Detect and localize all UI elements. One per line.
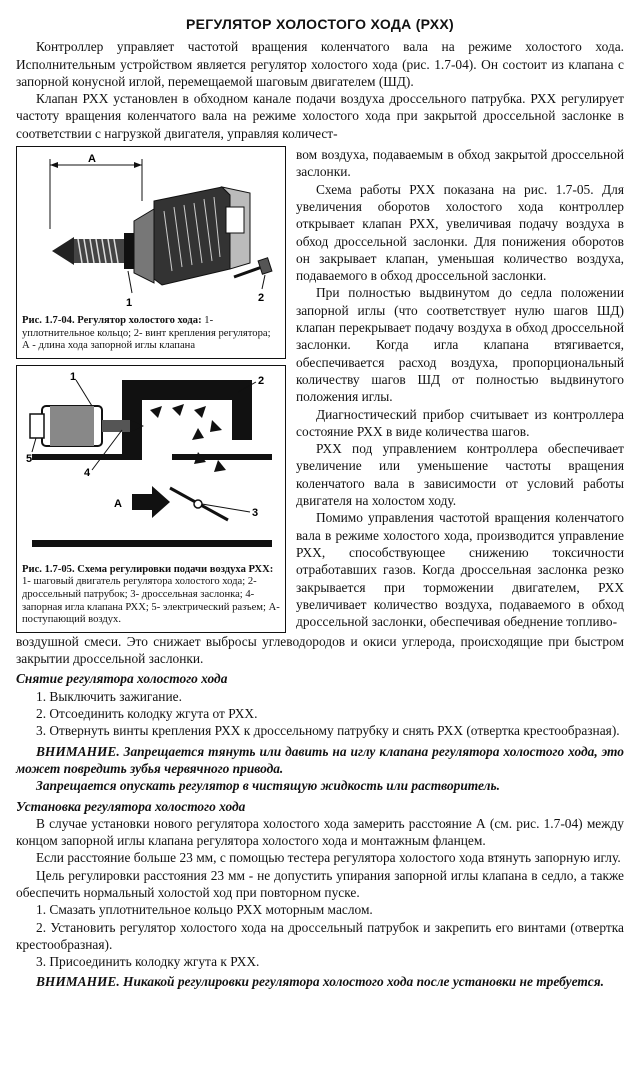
callout-4: 4 (84, 466, 91, 479)
idle-regulator-drawing (22, 151, 280, 311)
body-paragraph: воздушной смеси. Это снижает выбросы углеводородов и окиси углерода, происходящие при быстром закрытии дроссельной заслонки. (16, 633, 624, 667)
intro-paragraph: Контроллер управляет частотой вращения коленчатого вала на режиме холостого хода. Исполнительным устройством является регулятор холостого хода (рис. 1.7-04). Он состоит из клапана с запорной конусной иглой, перемещаемой шаговым двигателем (ШД). (16, 39, 624, 89)
body-paragraph: При полностью выдвинутом до седла положении запорной иглы (что соответствует нулю шагов ШД) клапан перекрывает подачу воздуха в обход дроссельной заслонки. Когда игла клапана втягивается, обеспечивается расход воздуха, пропорциональный количеству шагов ШД от полностью выдвинутого положения иглы. (296, 285, 624, 405)
air-label-a: А (114, 497, 122, 510)
dimension-label-a: А (88, 153, 96, 166)
figure-caption-title: Рис. 1.7-04. Регулятор холостого хода: (22, 315, 202, 327)
two-column-section (16, 146, 624, 633)
body-paragraph: РХХ под управлением контроллера обеспечивает увеличение или уменьшение частоты вращения коленчатого вала в зависимости от условий работы двигателя на холостом ходу. (296, 441, 624, 509)
figure-idle-regulator (16, 146, 286, 359)
intro-paragraph: Клапан РХХ установлен в обходном канале подачи воздуха дроссельного патрубка. РХХ регулирует частоту вращения коленчатого вала на режиме холостого хода при закрытой дроссельной заслонке в соответствии с нагрузкой двигателя, управляя количест- (16, 91, 624, 141)
list-item: 2. Отсоединить колодку жгута от РХХ. (36, 706, 258, 722)
warning-text: ВНИМАНИЕ. Никакой регулировки регулятора холостого хода после установки не требуется. (36, 974, 604, 990)
body-paragraph: Цель регулировки расстояния 23 мм - не допустить упирания запорной иглы клапана в седло, а также обеспечить нормальный холостой ход при повторном пуске. (16, 867, 624, 900)
warning-text: Запрещается опускать регулятор в чистящую жидкость или растворитель. (36, 778, 500, 794)
page-title: РЕГУЛЯТОР ХОЛОСТОГО ХОДА (РХХ) (185, 16, 455, 32)
figure-caption-text: 1- уплотнительное кольцо; 2- винт крепления регулятора; А - длина хода запорной иглы клапана (22, 315, 271, 352)
body-paragraph: Помимо управления частотой вращения коленчатого вала в режиме холостого хода, производится управление РХХ, способствующее снижению токсичности отработавших газов. Когда дроссельная заслонка резко закрывается при торможении двигателем, РХХ увеличивает количество воздуха, подаваемого в обход дроссельной заслонки, обеспечивая обеднение топливо- (296, 510, 624, 630)
warning-text: ВНИМАНИЕ. Запрещается тянуть или давить на иглу клапана регулятора холостого хода, это может повредить зубья червячного привода. (16, 743, 624, 776)
callout-2: 2 (258, 374, 265, 387)
body-paragraph: Диагностический прибор считывает из контроллера состояние РХХ в виде количества шагов. (296, 406, 624, 439)
callout-5: 5 (26, 452, 33, 465)
callout-2: 2 (258, 292, 265, 305)
air-supply-scheme-drawing (22, 370, 280, 560)
figure-air-supply-scheme (16, 365, 286, 633)
body-paragraph: Если расстояние больше 23 мм, с помощью тестера регулятора холостого хода втянуть запорную иглу. (36, 850, 621, 866)
callout-3: 3 (252, 506, 259, 519)
text-column (296, 146, 624, 633)
body-paragraph: вом воздуха, подаваемым в обход закрытой дроссельной заслонки. (296, 147, 624, 180)
figure-caption (22, 315, 280, 353)
list-item: 1. Смазать уплотнительное кольцо РХХ моторным маслом. (36, 902, 373, 918)
figures-column (16, 146, 286, 633)
list-item: 2. Установить регулятор холостого хода на дроссельный патрубок и закрепить его винтами (отвертка крестообразная). (16, 919, 624, 952)
callout-1: 1 (126, 297, 133, 310)
list-item: 3. Присоединить колодку жгута к РХХ. (36, 954, 260, 970)
callout-1: 1 (70, 370, 77, 383)
body-paragraph: Схема работы РХХ показана на рис. 1.7-05. Для увеличения оборотов холостого хода контроллер открывает клапан РХХ, увеличивая подачу воздуха в обход дроссельной заслонки. Для понижения оборотов он закрывает клапан, уменьшая количество воздуха, подаваемого в обход дроссельной заслонки. (296, 181, 624, 284)
figure-caption-title: Рис. 1.7-05. Схема регулировки подачи воздуха РХХ: (22, 563, 274, 575)
figure-caption (22, 564, 280, 627)
figure-caption-text: 1- шаговый двигатель регулятора холостого хода; 2- дроссельный патрубок; 3- дроссельная заслонка; 4- запорная игла клапана РХХ; 5- электрический разъем; А- поступающий воздух. (22, 576, 280, 626)
list-item: 3. Отвернуть винты крепления РХХ к дроссельному патрубку и снять РХХ (отвертка крестообразная). (36, 723, 620, 739)
section-heading-removal: Снятие регулятора холостого хода (16, 671, 228, 687)
list-item: 1. Выключить зажигание. (36, 688, 182, 704)
section-heading-install: Установка регулятора холостого хода (16, 798, 246, 814)
body-paragraph: В случае установки нового регулятора холостого хода замерить расстояние А (см. рис. 1.7-04) между концом запорной иглы клапана регулятора холостого хода и монтажным фланцем. (16, 815, 624, 849)
